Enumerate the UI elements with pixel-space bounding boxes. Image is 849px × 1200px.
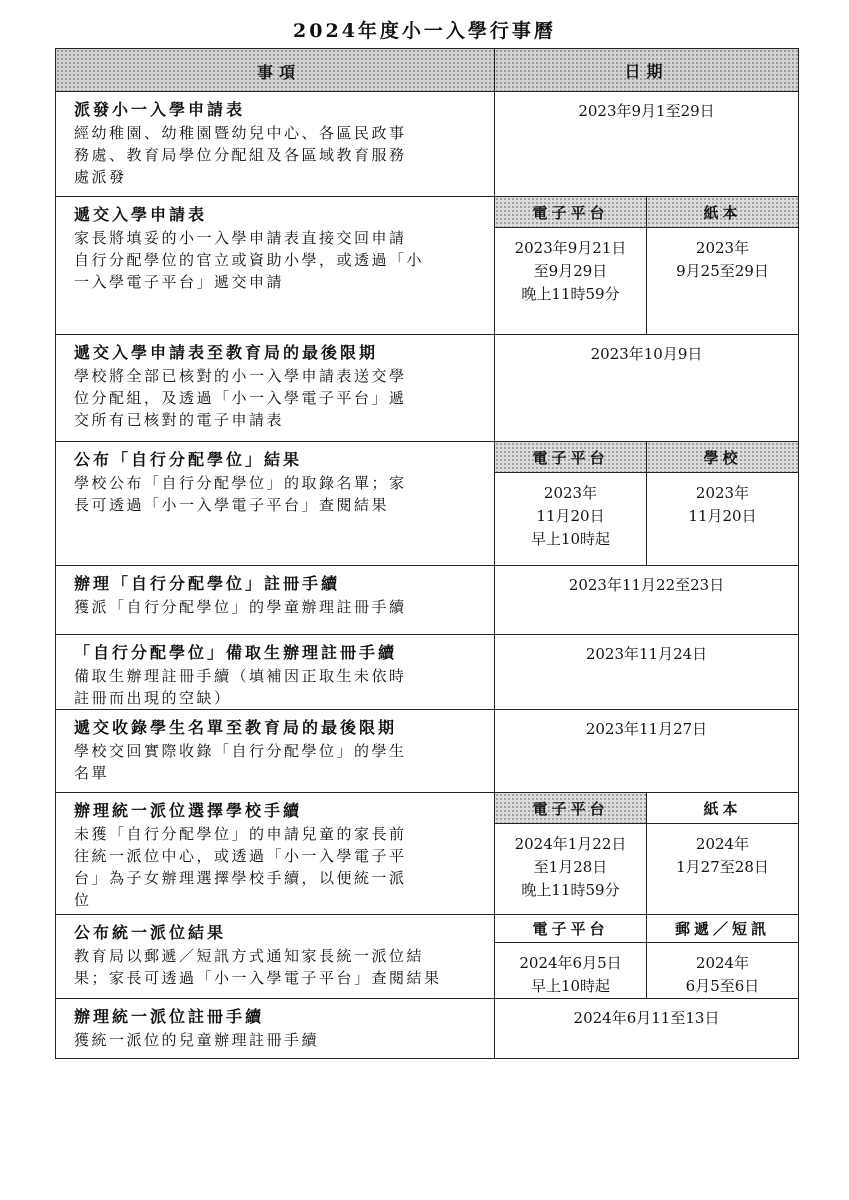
channel-date-line: 9月25至29日	[676, 262, 769, 280]
channel-date-line: 6月5至6日	[685, 977, 760, 995]
schedule-row	[56, 709, 798, 792]
channel-column	[495, 915, 646, 998]
channel-date-line: 至9月29日	[533, 262, 608, 280]
channel-column	[646, 793, 798, 914]
event-description-line: 獲派「自行分配學位」的學童辦理註冊手續	[74, 598, 407, 616]
event-description-line: 名單	[74, 764, 110, 782]
channel-column	[495, 793, 646, 914]
channel-date-line: 至1月28日	[533, 858, 608, 876]
schedule-row	[56, 196, 798, 334]
schedule-row	[56, 91, 798, 196]
channel-date-line: 2024年1月22日	[514, 835, 627, 853]
schedule-row	[56, 792, 798, 914]
channel-date-line: 2023年	[543, 484, 598, 502]
channel-date-line: 晚上11時59分	[521, 285, 620, 303]
channel-date	[647, 228, 798, 283]
event-title: 辦理統一派位選擇學校手續	[74, 801, 303, 820]
date-split	[495, 793, 798, 914]
channel-label: 紙本	[647, 793, 798, 824]
event-title: 遞交收錄學生名單至教育局的最後限期	[74, 718, 398, 737]
schedule-row	[56, 565, 798, 634]
channel-date	[495, 943, 646, 998]
event-date: 2023年9月1至29日	[578, 102, 715, 120]
event-cell	[56, 710, 495, 792]
channel-column	[495, 197, 646, 334]
document-title: 2024年度小一入學行事曆	[293, 20, 556, 42]
schedule-row	[56, 334, 798, 441]
event-title: 派發小一入學申請表	[74, 100, 246, 119]
event-cell	[56, 566, 495, 634]
channel-column	[646, 915, 798, 998]
date-cell	[495, 793, 798, 914]
channel-date-line: 早上10時起	[530, 977, 611, 995]
channel-date-line: 2023年	[695, 239, 750, 257]
event-description-line: 位分配組，及透過「小一入學電子平台」遞	[74, 389, 407, 407]
event-description-line: 處派發	[74, 168, 127, 186]
event-date: 2023年11月24日	[585, 645, 708, 663]
header-event: 事項	[56, 49, 495, 91]
channel-date-line: 1月27至28日	[676, 858, 769, 876]
event-cell	[56, 915, 495, 998]
event-description-line: 交所有已核對的電子申請表	[74, 411, 285, 429]
channel-date	[495, 228, 646, 306]
channel-label: 郵遞／短訊	[647, 915, 798, 943]
channel-date-line: 11月20日	[536, 507, 605, 525]
date-cell	[495, 710, 798, 792]
event-cell	[56, 793, 495, 914]
event-description-line: 果；家長可透過「小一入學電子平台」查閱結果	[74, 969, 442, 987]
event-title: 公布統一派位結果	[74, 923, 227, 942]
event-description-line: 家長將填妥的小一入學申請表直接交回申請	[74, 229, 407, 247]
date-cell	[495, 92, 798, 196]
event-cell	[56, 999, 495, 1058]
event-title: 公布「自行分配學位」結果	[74, 450, 303, 469]
channel-date-line: 2024年	[695, 835, 750, 853]
channel-date	[647, 824, 798, 879]
date-cell	[495, 442, 798, 565]
event-date: 2024年6月11至13日	[573, 1009, 720, 1027]
event-title: 「自行分配學位」備取生辦理註冊手續	[74, 643, 398, 662]
event-description-line: 學校交回實際收錄「自行分配學位」的學生	[74, 742, 407, 760]
channel-column	[495, 442, 646, 565]
date-cell	[495, 197, 798, 334]
date-cell	[495, 635, 798, 709]
event-description-line: 自行分配學位的官立或資助小學，或透過「小	[74, 251, 425, 269]
event-title: 辦理「自行分配學位」註冊手續	[74, 574, 341, 593]
date-split	[495, 915, 798, 998]
event-description-line: 教育局以郵遞／短訊方式通知家長統一派位結	[74, 947, 425, 965]
event-cell	[56, 635, 495, 709]
schedule-row	[56, 441, 798, 565]
event-date: 2023年10月9日	[590, 345, 703, 363]
event-description-line: 註冊而出現的空缺）	[74, 689, 232, 707]
channel-date-line: 2023年	[695, 484, 750, 502]
channel-date-line: 11月20日	[688, 507, 757, 525]
event-description-line: 長可透過「小一入學電子平台」查閱結果	[74, 496, 390, 514]
table-header-row	[56, 49, 798, 91]
event-description-line: 務處、教育局學位分配組及各區域教育服務	[74, 146, 407, 164]
event-cell	[56, 442, 495, 565]
channel-label: 電子平台	[495, 915, 646, 943]
channel-date-line: 2024年	[695, 954, 750, 972]
event-description-line: 一入學電子平台」遞交申請	[74, 273, 285, 291]
channel-column	[646, 442, 798, 565]
date-cell	[495, 335, 798, 441]
event-date: 2023年11月22至23日	[568, 576, 725, 594]
event-description-line: 位	[74, 891, 92, 909]
event-date: 2023年11月27日	[585, 720, 708, 738]
date-cell	[495, 566, 798, 634]
channel-label: 電子平台	[495, 793, 646, 824]
admission-schedule-table	[55, 48, 799, 1059]
schedule-row	[56, 914, 798, 998]
channel-label: 電子平台	[495, 197, 646, 228]
event-description-line: 往統一派位中心，或透過「小一入學電子平	[74, 847, 407, 865]
channel-date-line: 晚上11時59分	[521, 881, 620, 899]
date-split	[495, 197, 798, 334]
event-description-line: 獲統一派位的兒童辦理註冊手續	[74, 1031, 320, 1049]
event-description-line: 經幼稚園、幼稚園暨幼兒中心、各區民政事	[74, 124, 407, 142]
event-description-line: 未獲「自行分配學位」的申請兒童的家長前	[74, 825, 407, 843]
event-cell	[56, 335, 495, 441]
event-description-line: 學校將全部已核對的小一入學申請表送交學	[74, 367, 407, 385]
event-cell	[56, 197, 495, 334]
channel-label: 紙本	[647, 197, 798, 228]
channel-date	[495, 473, 646, 551]
channel-date-line: 2024年6月5日	[519, 954, 622, 972]
event-description-line: 學校公布「自行分配學位」的取錄名單；家	[74, 474, 407, 492]
date-cell	[495, 915, 798, 998]
channel-date	[647, 943, 798, 998]
event-title: 遞交入學申請表至教育局的最後限期	[74, 343, 379, 362]
event-description-line: 台」為子女辦理選擇學校手續，以便統一派	[74, 869, 407, 887]
header-date: 日期	[495, 49, 798, 91]
event-cell	[56, 92, 495, 196]
channel-label: 電子平台	[495, 442, 646, 473]
date-split	[495, 442, 798, 565]
channel-label: 學校	[647, 442, 798, 473]
event-title: 辦理統一派位註冊手續	[74, 1007, 265, 1026]
channel-date-line: 2023年9月21日	[514, 239, 627, 257]
channel-date	[495, 824, 646, 902]
event-title: 遞交入學申請表	[74, 205, 208, 224]
channel-column	[646, 197, 798, 334]
date-cell	[495, 999, 798, 1058]
schedule-row	[56, 634, 798, 709]
channel-date-line: 早上10時起	[530, 530, 611, 548]
schedule-row	[56, 998, 798, 1058]
channel-date	[647, 473, 798, 528]
event-description-line: 備取生辦理註冊手續（填補因正取生未依時	[74, 667, 407, 685]
